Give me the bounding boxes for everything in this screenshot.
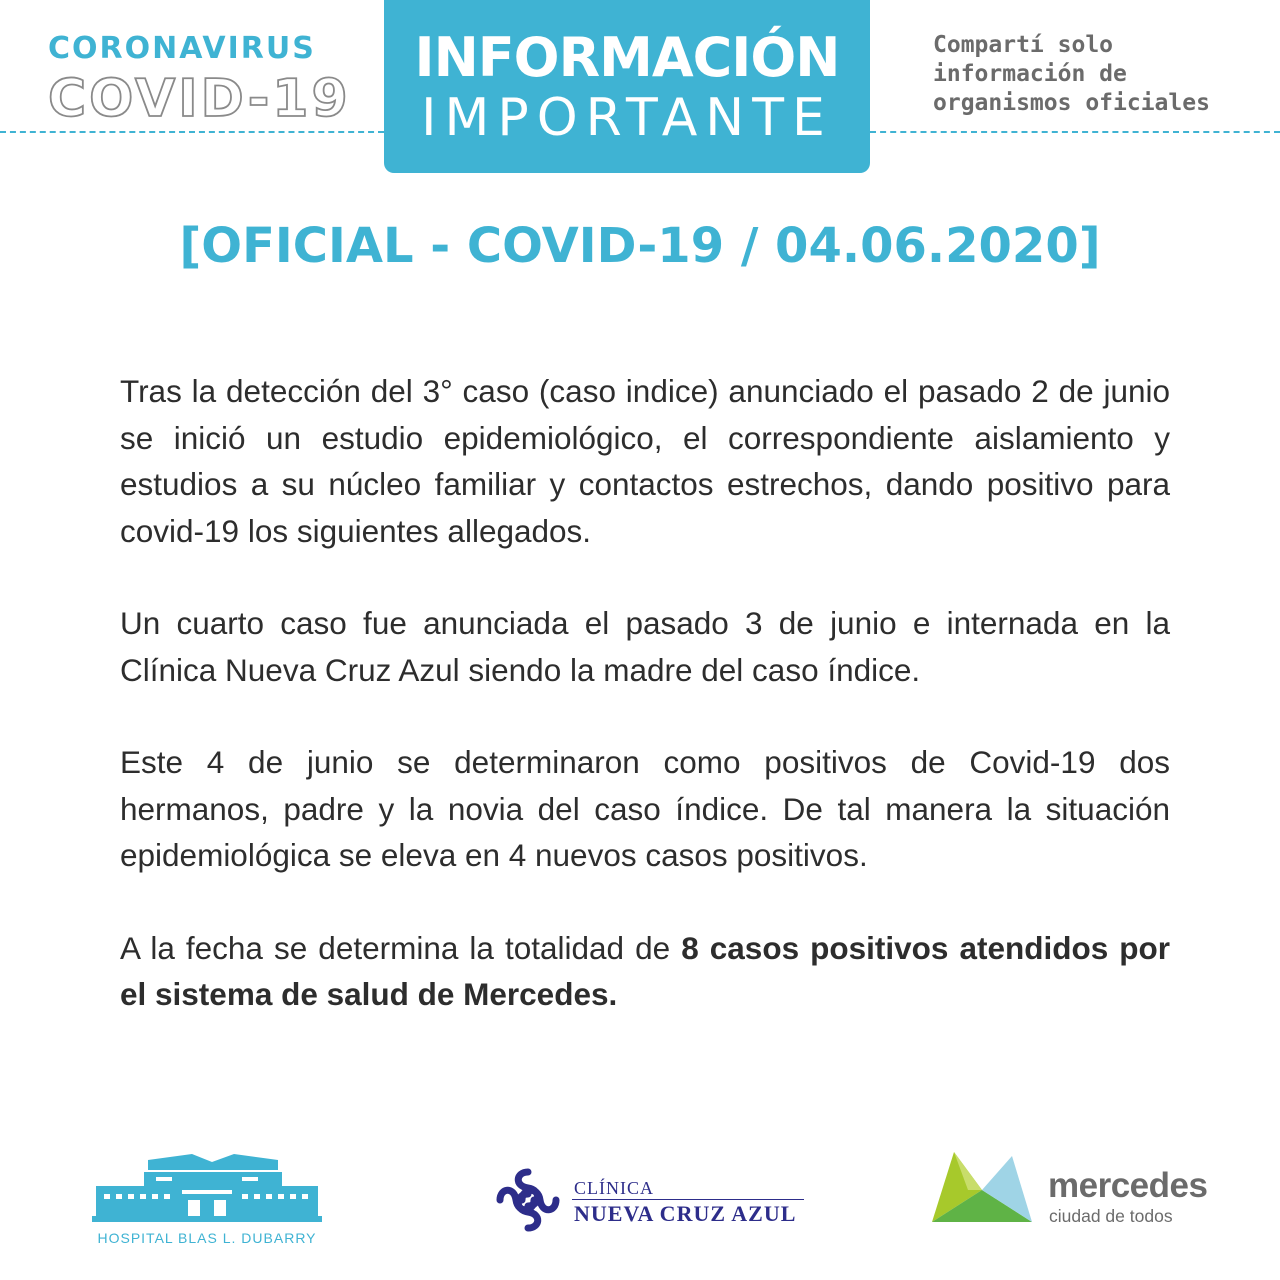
clinica-cross-logo-icon [494,1166,562,1234]
mercedes-tagline: ciudad de todos [1049,1206,1173,1226]
clinica-logo [494,1166,814,1236]
banner-subtitle: IMPORTANTE [421,88,833,148]
paragraph-3: Este 4 de junio se determinaron como positivos de Covid-19 dos hermanos, padre y la novia del caso índice. De tal manera la situación epidemiológica se eleva en 4 nuevos casos positivos. [120,744,1170,873]
mercedes-name: mercedes [1048,1166,1208,1205]
clinica-name: NUEVA CRUZ AZUL [574,1201,797,1226]
coronavirus-brand [48,32,358,124]
header-dashed-divider-left [0,131,384,133]
official-headline: [OFICIAL - COVID-19 / 04.06.2020] [179,218,1101,274]
mercedes-mountain-logo-icon [932,1150,1032,1224]
hospital-name: HOSPITAL BLAS L. DUBARRY [97,1230,317,1246]
clinica-rule [572,1199,804,1200]
coronavirus-label: CORONAVIRUS [48,31,316,66]
paragraph-2: Un cuarto caso fue anunciada el pasado 3 de junio e internada en la Clínica Nueva Cruz Azul siendo la madre del caso índice. [120,605,1170,688]
hospital-building-logo-icon [92,1150,322,1226]
paragraph-4-highlight: 8 casos positivos atendidos por el sistema de salud de Mercedes. [120,929,1170,1012]
clinica-label: CLÍNICA [574,1178,654,1198]
paragraph-4 [120,925,1170,1018]
announcement-body [120,368,1170,1064]
note-line-3: organismos oficiales [933,90,1210,116]
note-line-1: Compartí solo [933,32,1114,58]
hospital-logo [92,1150,322,1250]
important-info-banner [384,0,870,173]
note-line-2: información de [933,61,1127,87]
covid-19-label: COVID-19 [48,69,351,124]
share-official-info-note [933,31,1253,118]
mercedes-logo [932,1150,1232,1230]
covid-19-outline-title [48,68,358,124]
banner-title: INFORMACIÓN [414,26,840,89]
paragraph-1: Tras la detección del 3° caso (caso indice) anunciado el pasado 2 de junio se inició un estudio epidemiológico, el correspondiente aislamiento y estudios a su núcleo familiar y contactos estrechos, dando positivo para covid-19 los siguientes allegados. [120,373,1170,549]
header-dashed-divider-right [870,131,1280,133]
paragraph-4-intro: A la fecha se determina la totalidad de [120,929,682,966]
